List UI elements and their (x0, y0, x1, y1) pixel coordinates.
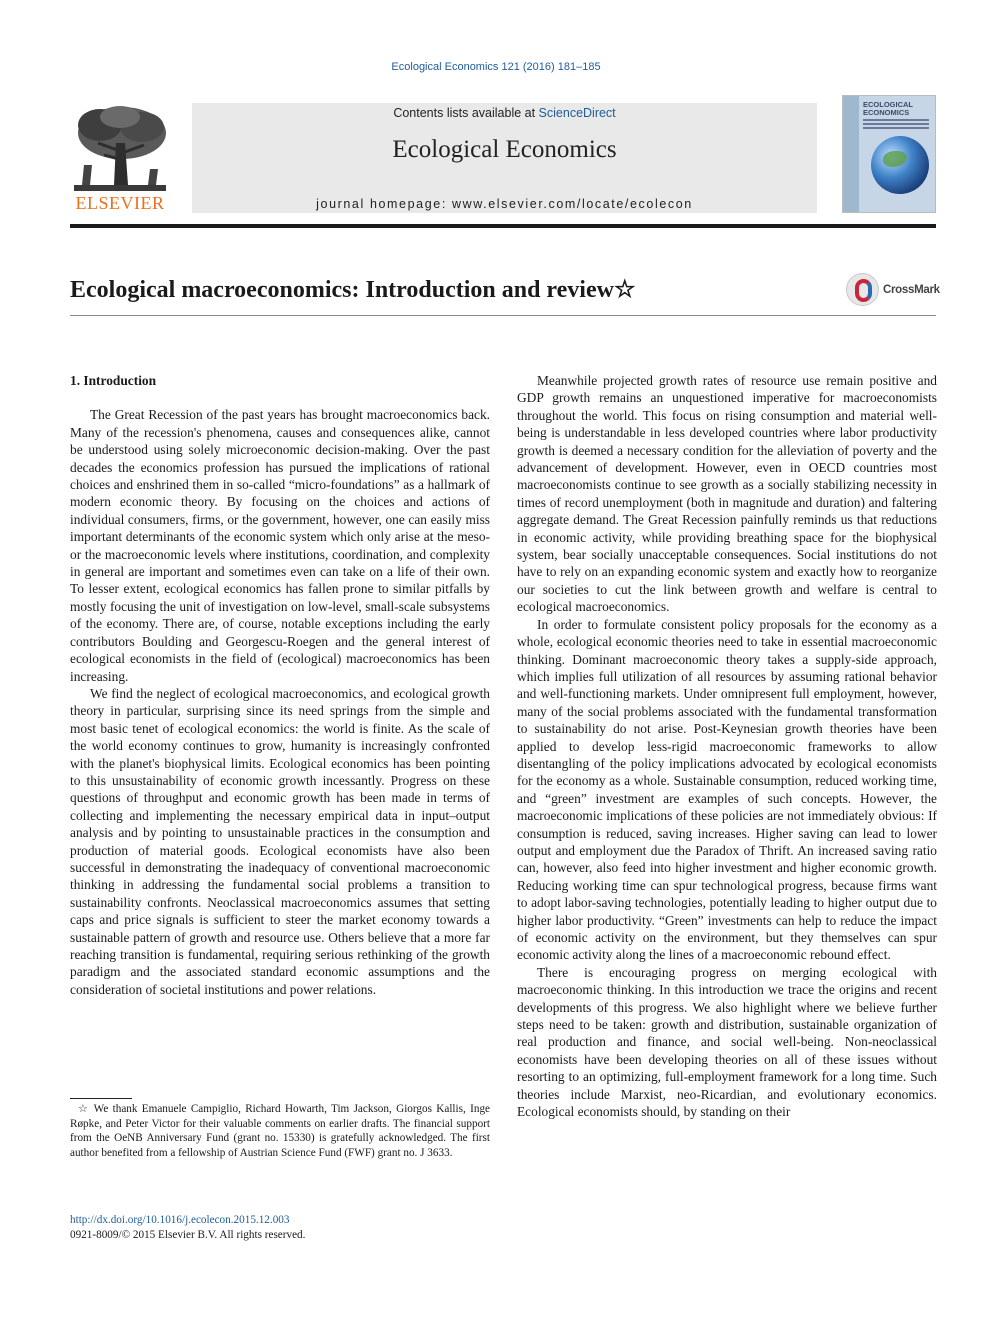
journal-banner (192, 103, 817, 213)
doi-link[interactable]: http://dx.doi.org/10.1016/j.ecolecon.2015.12.003 (70, 1214, 290, 1226)
footnote: ☆ We thank Emanuele Campiglio, Richard Howarth, Tim Jackson, Giorgos Kallis, Inge Røpke, and Peter Victor for their valuable comments on earlier drafts. The financial support from the OeNB Anniversary Fund (grant no. 15330) is gratefully acknowledged. The first author benefited from a fellowship of Austrian Science Fund (FWF) grant no. J 3633. (70, 1103, 490, 1159)
tree-icon (70, 103, 170, 195)
issn-copyright: 0921-8009/© 2015 Elsevier B.V. All rights reserved. (70, 1229, 306, 1241)
elsevier-wordmark: ELSEVIER (75, 193, 165, 213)
left-column (70, 372, 490, 998)
masthead (70, 95, 936, 217)
cover-strip (843, 96, 859, 213)
right-column (517, 372, 937, 1120)
journal-cover-image (842, 95, 936, 213)
section-heading: 1. Introduction (70, 373, 157, 388)
paragraph: In order to formulate consistent policy proposals for the economy as a whole, ecological economic theories need to take in essential macroeconomic thinking. Dominant macroeconomic theory takes a supply-side approach, which implies full utilization of all resources by assuming rational behavior and well-functioning markets. Under omnipresent full employment, however, many of the social problems associated with the fundamental transformation to sustainability do not arise. Post-Keynesian growth theories have been applied to develop less-rigid macroeconomic frameworks to allow disentangling of the policy implications advocated by ecological economists for the economy as a whole. Sustainable consumption, reduced working time, and “green” investment are examples of such concepts. However, the macroeconomic implications of these policies are not immediately obvious: If consumption is reduced, saving increases. Higher saving can lead to lower output and employment due the Paradox of Thrift. An increased saving ratio can, however, also feed into higher investment and higher economic growth. Reducing working time can spur technological progress, because firms want to adopt labor-saving technologies, potentially leading to higher output due to higher labor productivity. “Green” investments can help to reduce the impact of economic activity on the environment, but they themselves can spur economic activity along the lines of a macroeconomic rebound effect. (517, 616, 937, 963)
title-divider (70, 315, 936, 316)
header-divider (70, 224, 936, 228)
contents-line (192, 106, 817, 120)
crossmark-label: CrossMark (883, 284, 940, 296)
paragraph: Meanwhile projected growth rates of resource use remain positive and GDP growth remains an unquestioned imperative for macroeconomists throughout the world. This focus on rising consumption and material well-being is understandable in less developed countries where labor productivity growth is deemed a necessary condition for the alleviation of poverty and the advancement of development. However, even in OECD countries most macroeconomists continue to see growth as a socially stabilizing necessity in times of record unemployment (both in magnitude and duration) and faltering aggregate demand. The Great Recession painfully reminds us that reductions in economic activity, while providing breathing space for the biophysical system, bear socially unacceptable consequences. Social institutions do not have to rely on an expanding economic system and exactly how to reorganize our societies to cut the link between growth and welfare is central to ecological macroeconomics. (517, 373, 937, 615)
contents-prefix: Contents lists available at (393, 106, 539, 120)
footnote-rule (70, 1098, 132, 1099)
cover-title: ECOLOGICAL ECONOMICS (863, 100, 913, 117)
crossmark-badge[interactable] (846, 273, 938, 307)
journal-name: Ecological Economics (392, 136, 617, 163)
sciencedirect-link[interactable]: ScienceDirect (538, 106, 616, 120)
journal-citation[interactable]: Ecological Economics 121 (2016) 181–185 (391, 61, 601, 73)
paragraph: There is encouraging progress on merging ecological with macroeconomic thinking. In this introduction we trace the origins and recent developments of this progress. We also highlight where we believe further steps need to be taken: growth and distribution, sustainable organization of real production and finance, and social well-being. Non-neoclassical economists have been developing theories on all of these issues without resorting to an optimizing, full-employment framework for a long time. Such theories include Marxist, neo-Ricardian, and evolutionary economics. Ecological economists should, by standing on their (517, 964, 937, 1120)
paragraph: The Great Recession of the past years has brought macroeconomics back. Many of the recession's phenomena, causes and consequences alike, cannot be understood using solely microeconomic decision-making. Over the past decades the economics profession has pursued the implications of rational choices and enshrined them in so-called “micro-foundations” as a hallmark of modern economic theory. By focusing on the choices and actions of individual consumers, firms, or the government, however, one can easily miss important determinants of the economic system which only arise at the meso- or the macroeconomic levels where institutions, coordination, and complexity in general are important and sometimes even can take on a life of their own. To lesser extent, ecological economics has fallen prone to similar pitfalls by mostly focusing the unit of investigation on low-level, small-scale subsystems of the economy. There are, of course, notable exceptions including the early contributors Boulding and Georgescu-Roegen and the general interest of ecological economists in the field of (ecological) macroeconomics has been increasing. (70, 407, 490, 684)
journal-homepage[interactable]: journal homepage: www.elsevier.com/locate/ecolecon (316, 197, 693, 211)
paragraph: We find the neglect of ecological macroeconomics, and ecological growth theory in particular, surprising since its need springs from the simple and most basic tenet of ecological economics: the world is finite. As the scale of the world economy continues to grow, humanity is increasingly confronted with the planet's biophysical limits. Ecological economics has been pointing to this unsustainability of economic growth incessantly. Progress on these questions of throughput and economic growth has been made in terms of collecting and implementing the necessary empirical data in input–output analysis and by pointing to unsustainable practices in the consumption and production of material goods. Ecological economists have also been successful in demonstrating the inadequacy of conventional macroeconomic thinking in addressing the fundamental social problems a transition to sustainability confronts. Neoclassical macroeconomics assumes that setting caps and price signals is sufficient to steer the market economy towards a sustainable pattern of growth and resource use. Others believe that a more far reaching transition is fundamental, requiring serious rethinking of the growth paradigm and the associated standard economic assumptions and the consideration of societal institutions and power relations. (70, 685, 490, 997)
cover-text-lines (863, 119, 929, 131)
crossmark-icon (846, 273, 879, 306)
article-title: Ecological macroeconomics: Introduction and review☆ (70, 277, 636, 303)
